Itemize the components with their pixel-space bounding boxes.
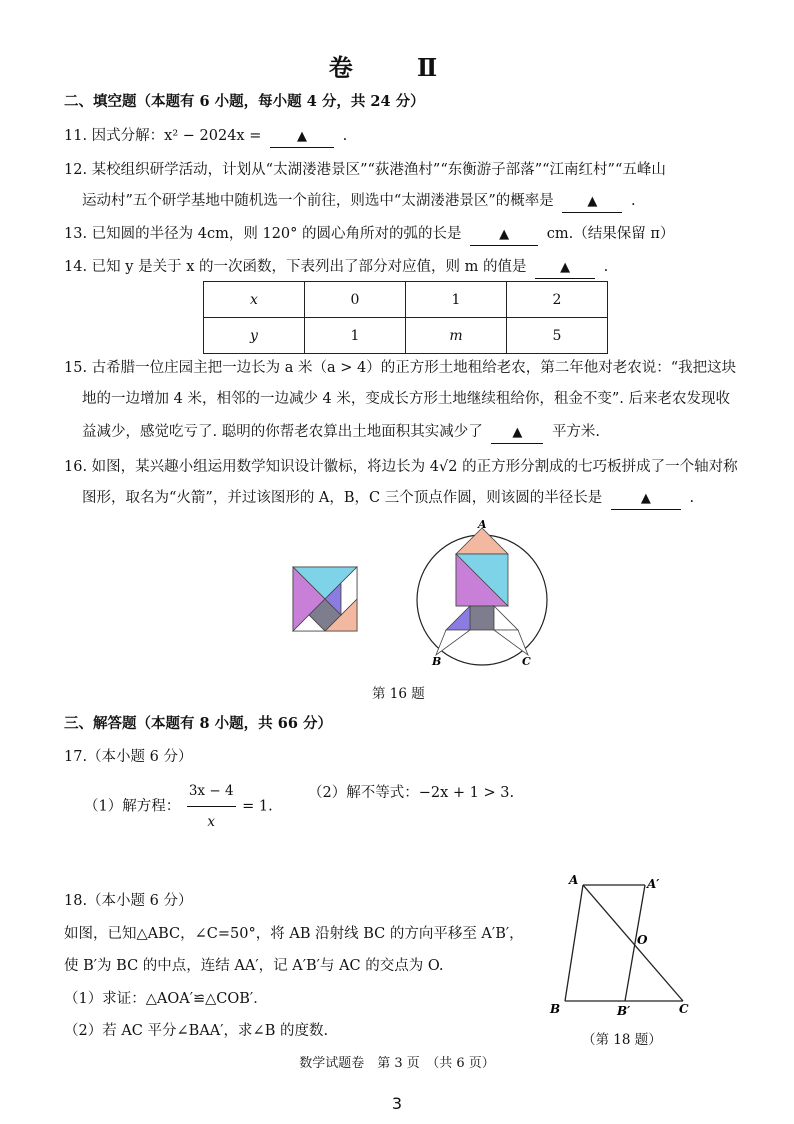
table-cell: m [406,318,507,354]
q11-end: . [342,128,348,144]
q13-end: cm.（结果保留 π） [546,226,675,242]
point-label-A-prime: A′ [647,877,660,891]
question-12-line-2 [82,191,636,213]
q17-part1-rhs: = 1. [242,798,273,815]
page-number: 3 [391,1094,403,1113]
question-12-line-1: 12. 某校组织研学活动，计划从“太湖溇港景区”“荻港渔村”“东衡游子部落”“江南红村”“五峰山 [64,162,666,178]
segment-AB [565,885,583,1001]
q11-text: 11. 因式分解：x² − 2024x = [64,128,262,144]
q14-value-table [203,281,608,354]
page-footer: 数学试题卷 第 3 页 （共 6 页） [299,1056,495,1071]
question-11 [64,126,347,148]
rocket-gray-square [470,606,494,630]
point-label-B: B [432,655,442,668]
question-16-line-1: 16. 如图，某兴趣小组运用数学知识设计徽标，将边长为 4√2 的正方形分割成的七巧板拼成了一个轴对称 [64,459,738,475]
rocket-right-wing [494,606,518,630]
question-18-line-1: 如图，已知△ABC，∠C=50°，将 AB 沿射线 BC 的方向平移至 A′B′， [64,926,524,942]
rocket-circle-figure [412,518,552,668]
q16-answer-blank: ▲ [611,489,681,510]
question-17-part-1 [84,776,273,837]
q12-end: . [630,193,636,209]
point-label-A: A [478,518,487,531]
question-17-heading: 17.（本小题 6 分） [64,749,193,765]
question-13 [64,224,674,246]
question-18-heading: 18.（本小题 6 分） [64,893,193,909]
page-title: 卷 Ⅱ [328,53,466,82]
question-15-line-1: 15. 古希腊一位庄园主把一边长为 a 米（a > 4）的正方形土地租给老农，第二年他对老农说：“我把这块 [64,360,737,376]
table-row [204,318,608,354]
point-label-O: O [637,933,648,947]
table-cell: 1 [406,282,507,318]
q18-figure-caption: （第 18 题） [582,1032,662,1048]
q14-answer-blank: ▲ [535,258,595,279]
rocket-left-wing-violet [446,606,470,630]
q17-fraction-numerator: 3x − 4 [187,776,236,807]
rocket-right-fin [494,630,528,655]
q12-answer-blank: ▲ [562,192,622,213]
section-3-heading: 三、解答题（本题有 8 小题，共 66 分） [64,715,332,732]
q14-text: 14. 已知 y 是关于 x 的一次函数，下表列出了部分对应值，则 m 的值是 [64,259,527,275]
q17-fraction-denominator: x [207,814,215,830]
q13-answer-blank: ▲ [470,225,538,246]
point-label-A: A [569,873,579,887]
q12-text: 运动村”五个研学基地中随机选一个前往，则选中“太湖溇港景区”的概率是 [82,193,554,209]
q11-answer-blank: ▲ [270,127,334,148]
point-label-B-prime: B′ [617,1004,631,1018]
table-cell: y [204,318,305,354]
q14-end: . [603,259,609,275]
q15-text: 益减少，感觉吃亏了. 聪明的你帮老农算出土地面积其实减少了 [82,424,483,440]
q16-text: 图形，取名为“火箭”，并过该图形的 A，B，C 三个顶点作圆，则该圆的半径长是 [82,490,603,506]
rocket-nose-triangle [456,528,508,554]
rocket-left-fin [436,630,470,655]
q16-figure-caption: 第 16 题 [372,686,425,702]
table-cell: 5 [507,318,608,354]
segment-AC [583,885,683,1001]
question-18-line-2: 使 B′为 BC 的中点，连结 AA′，记 A′B′与 AC 的交点为 O. [64,958,444,974]
table-row [204,282,608,318]
question-14 [64,257,608,279]
q16-end: . [689,490,695,506]
q15-end: 平方米. [551,424,601,440]
tangram-square-figure [292,566,358,632]
point-label-B: B [550,1002,561,1016]
question-15-line-2: 地的一边增加 4 米，相邻的一边减少 4 米，变成长方形土地继续租给你，租金不变”. 后来老农发现收 [82,391,731,407]
q18-geometry-figure [545,868,695,1018]
question-18-line-3: （1）求证：△AOA′≌△COB′． [64,991,268,1007]
section-2-heading: 二、填空题（本题有 6 小题，每小题 4 分，共 24 分） [64,93,425,110]
question-18-line-4: （2）若 AC 平分∠BAA′，求∠B 的度数. [64,1023,329,1039]
table-cell: x [204,282,305,318]
q13-text: 13. 已知圆的半径为 4cm，则 120° 的圆心角所对的弧的长是 [64,226,462,242]
point-label-C: C [679,1002,689,1016]
question-17-part-2: （2）解不等式：−2x + 1 > 3. [308,785,515,801]
question-16-line-2 [82,488,694,510]
table-cell: 2 [507,282,608,318]
question-15-line-3 [82,422,600,444]
point-label-C: C [522,655,531,668]
q15-answer-blank: ▲ [491,423,543,444]
table-cell: 0 [305,282,406,318]
q17-fraction [187,776,236,837]
table-cell: 1 [305,318,406,354]
q17-part1-label: （1）解方程： [84,798,181,815]
